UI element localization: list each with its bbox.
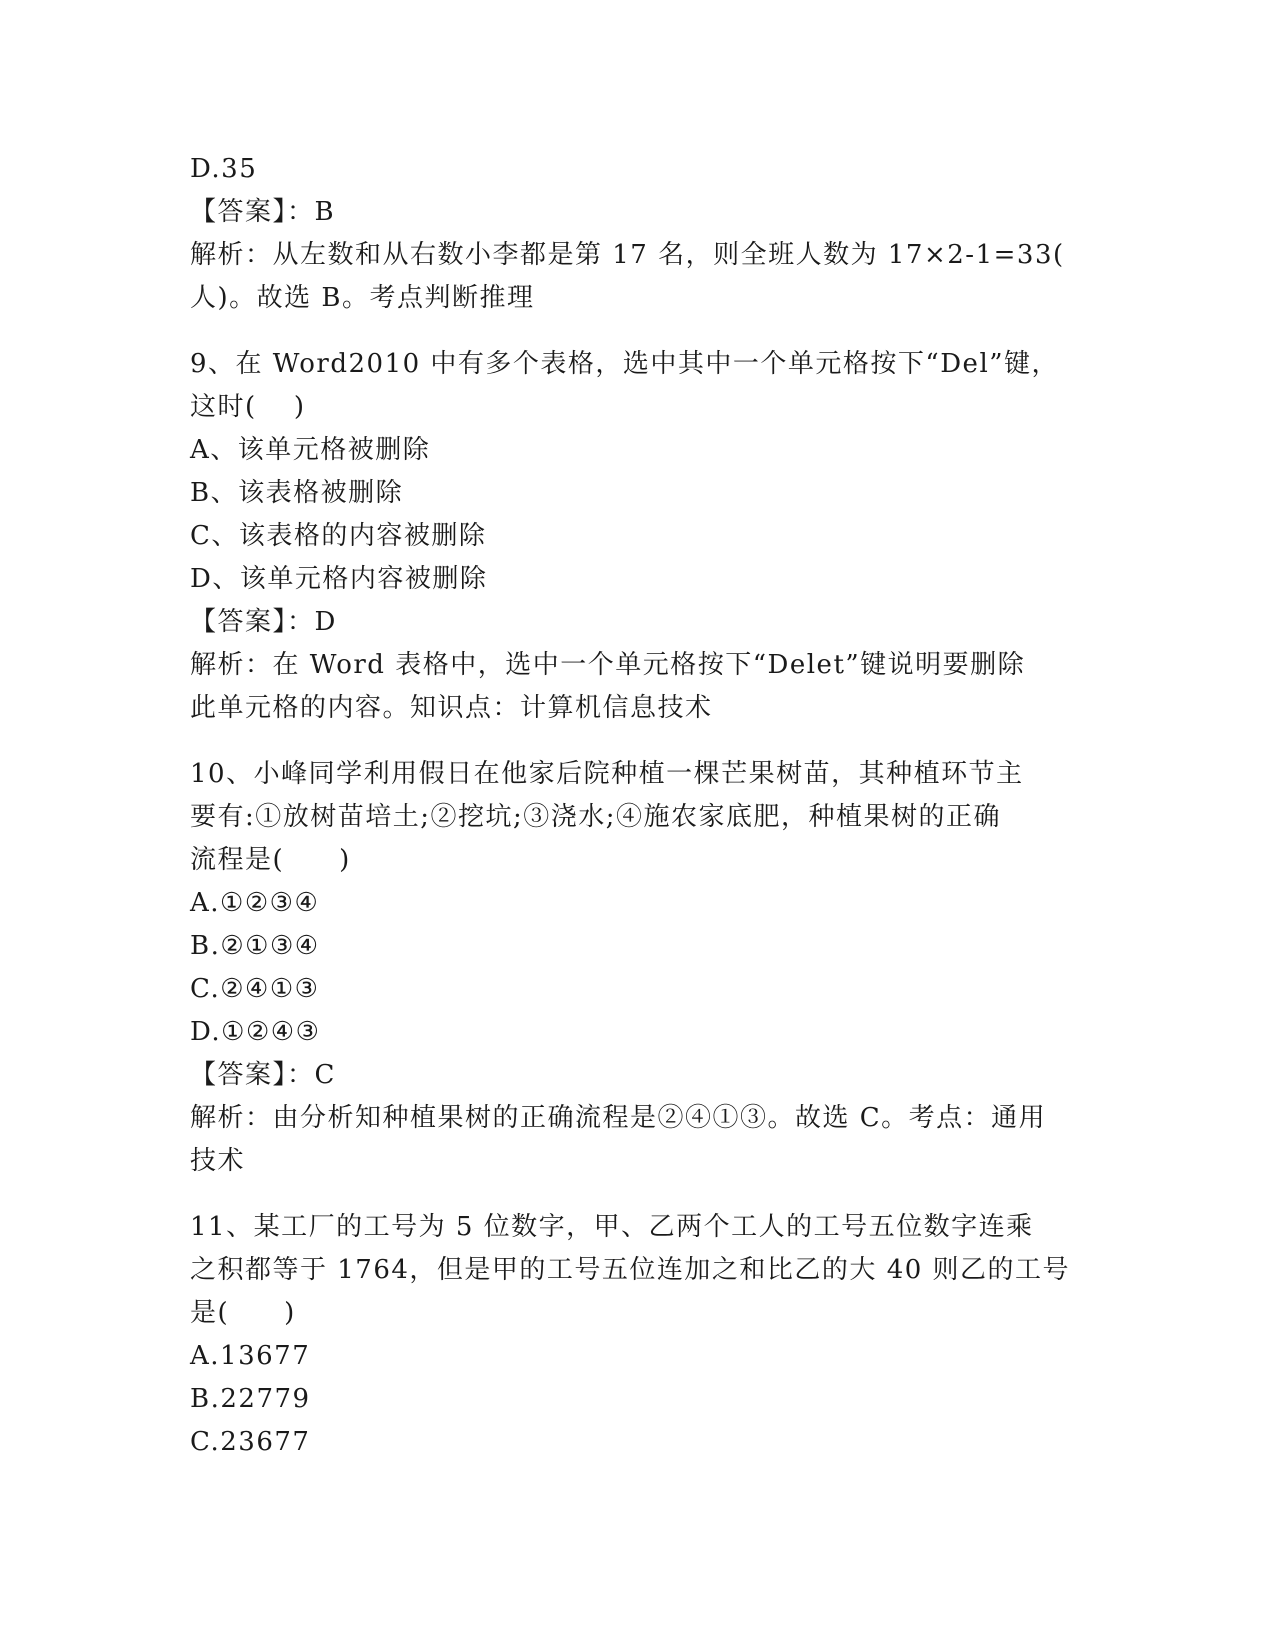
question-8-tail <box>190 148 1090 320</box>
question-11 <box>190 1206 1090 1464</box>
spacer <box>190 730 1090 753</box>
option-a: A.①②③④ <box>190 888 320 918</box>
question-stem: 是( ) <box>190 1298 296 1328</box>
option-a: A.13677 <box>190 1341 311 1371</box>
answer-line: 【答案】：B <box>190 197 336 227</box>
question-stem: 之积都等于 1764，但是甲的工号五位连加之和比乙的大 40 则乙的工号 <box>190 1255 1071 1285</box>
option-d: D.①②④③ <box>190 1017 321 1047</box>
question-10 <box>190 753 1090 1183</box>
option-c: C、该表格的内容被删除 <box>190 521 487 551</box>
option-d: D、该单元格内容被删除 <box>190 564 488 594</box>
explanation-line: 解析：由分析知种植果树的正确流程是②④①③。故选 C。考点：通用 <box>190 1103 1047 1133</box>
answer-line: 【答案】：D <box>190 607 337 637</box>
spacer <box>190 320 1090 343</box>
explanation-line: 人)。故选 B。考点判断推理 <box>190 283 535 313</box>
explanation-line: 此单元格的内容。知识点：计算机信息技术 <box>190 693 713 723</box>
explanation-line: 解析：在 Word 表格中，选中一个单元格按下“Delet”键说明要删除 <box>190 650 1026 680</box>
question-stem: 11、某工厂的工号为 5 位数字，甲、乙两个工人的工号五位数字连乘 <box>190 1212 1034 1242</box>
option-a: A、该单元格被删除 <box>190 435 431 465</box>
option-b: B.22779 <box>190 1384 311 1414</box>
question-stem: 9、在 Word2010 中有多个表格，选中其中一个单元格按下“Del”键， <box>190 349 1060 379</box>
answer-line: 【答案】：C <box>190 1060 336 1090</box>
option-b: B.②①③④ <box>190 931 320 961</box>
option-c: C.②④①③ <box>190 974 320 1004</box>
option-b: B、该表格被删除 <box>190 478 404 508</box>
spacer <box>190 1183 1090 1206</box>
option-c: C.23677 <box>190 1427 311 1457</box>
explanation-line: 技术 <box>190 1146 246 1176</box>
document-page <box>190 148 1090 1464</box>
question-stem: 要有:①放树苗培土;②挖坑;③浇水;④施农家底肥，种植果树的正确 <box>190 802 1002 832</box>
explanation-line: 解析：从左数和从右数小李都是第 17 名，则全班人数为 17×2-1=33( <box>190 240 1065 270</box>
question-stem: 10、小峰同学利用假日在他家后院种植一棵芒果树苗，其种植环节主 <box>190 759 1024 789</box>
option-d: D.35 <box>190 154 258 184</box>
question-stem: 这时( ) <box>190 392 306 422</box>
question-stem: 流程是( ) <box>190 845 351 875</box>
question-9 <box>190 343 1090 730</box>
